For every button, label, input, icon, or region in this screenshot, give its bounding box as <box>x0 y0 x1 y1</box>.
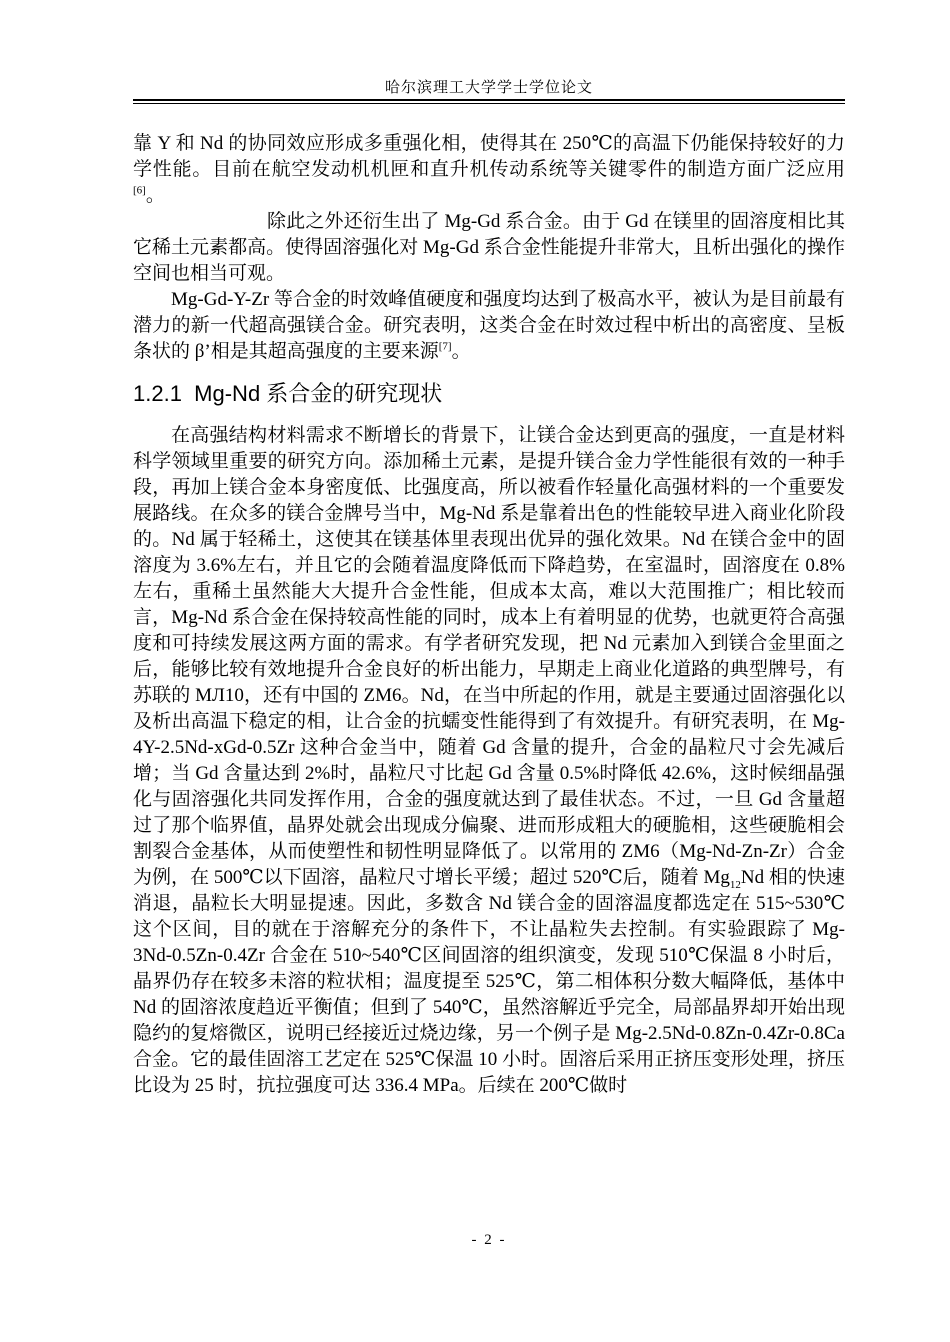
page-body <box>133 131 845 1099</box>
page-number: - 2 - <box>471 1232 507 1248</box>
section-title: Mg-Nd 系合金的研究现状 <box>194 381 443 406</box>
paragraph-1: 靠 Y 和 Nd 的协同效应形成多重强化相，使得其在 250℃的高温下仍能保持较好的力学性能。目前在航空发动机机匣和直升机传动系统等关键零件的制造方面广泛应用[6]。 <box>133 133 845 206</box>
section-number: 1.2.1 <box>133 381 182 406</box>
section-heading <box>133 379 845 409</box>
citation-6: [6] <box>133 184 146 197</box>
paragraph-2: 除此之外还衍生出了 Mg-Gd 系合金。由于 Gd 在镁里的固溶度相比其它稀土元素都高。使得固溶强化对 Mg-Gd 系合金性能提升非常大，且析出强化的操作空间也相当可观。 <box>133 211 845 284</box>
paragraph-4: 在高强结构材料需求不断增长的背景下，让镁合金达到更高的强度，一直是材料科学领域里重要的研究方向。添加稀土元素，是提升镁合金力学性能很有效的一种手段，再加上镁合金本身密度低、比强度高，所以被看作轻量化高强材料的一个重要发展路线。在众多的镁合金牌号当中，Mg-Nd 系是靠着出色的性能较早进入商业化阶段的。Nd 属于轻稀土，这使其在镁基体里表现出优异的强化效果。Nd 在镁合金中的固溶度为 3.6%左右，并且它的会随着温度降低而下降趋势，在室温时，固溶度在 0.8%左右，重稀土虽然能大大提升合金性能，但成本太高，难以大范围推广；相比较而言，Mg-Nd 系合金在保持较高性能的同时，成本上有着明显的优势，也就更符合高强度和可持续发展这两方面的需求。有学者研究发现，把 Nd 元素加入到镁合金里面之后，能够比较有效地提升合金良好的析出能力，早期走上商业化道路的典型牌号，有苏联的 МЛ10，还有中国的 ZM6。Nd，在当中所起的作用，就是主要通过固溶强化以及析出高温下稳定的相，让合金的抗蠕变性能得到了有效提升。有研究表明，在 Mg-4Y-2.5Nd-xGd-0.5Zr 这种合金当中，随着 Gd 含量的提升，合金的晶粒尺寸会先减后增；当 Gd 含量达到 2%时，晶粒尺寸比起 Gd 含量 0.5%时降低 42.6%，这时候细晶强化与固溶强化共同发挥作用，合金的强度就达到了最佳状态。不过，一旦 Gd 含量超过了那个临界值，晶界处就会出现成分偏聚、进而形成粗大的硬脆相，这些硬脆相会割裂合金基体，从而使塑性和韧性明显降低了。以常用的 ZM6（Mg-Nd-Zn-Zr）合金为例，在 500℃以下固溶，晶粒尺寸增长平缓；超过 520℃后，随着 $Mg_{12}Nd$ 相的快速消退，晶粒长大明显提速。因此，多数含 Nd 镁合金的固溶温度都选定在 515~530℃这个区间，目的就在于溶解充分的条件下，不让晶粒失去控制。有实验跟踪了 Mg-3Nd-0.5Zn-0.4Zr 合金在 510~540℃区间固溶的组织演变，发现 510℃保温 8 小时后，晶界仍存在较多未溶的粒状相；温度提至 525℃，第二相体积分数大幅降低，基体中 Nd 的固溶浓度趋近平衡值；但到了 540℃，虽然溶解近乎完全，局部晶界却开始出现隐约的复熔微区，说明已经接近过烧边缘，另一个例子是 Mg-2.5Nd-0.8Zn-0.4Zr-0.8Ca 合金。它的最佳固溶工艺定在 525℃保温 10 小时。固溶后采用正挤压变形处理，挤压比设为 25 时，抗拉强度可达 336.4 MPa。后续在 200℃做时 <box>133 425 845 1096</box>
running-header: 哈尔滨理工大学学士学位论文 <box>384 80 593 96</box>
paragraph-3: Mg-Gd-Y-Zr 等合金的时效峰值硬度和强度均达到了极高水平，被认为是目前最有潜力的新一代超高强镁合金。研究表明，这类合金在时效过程中析出的高密度、呈板条状的 β’相是其超高强度的主要来源[7]。 <box>133 289 845 362</box>
header-rule-thin <box>133 103 845 104</box>
citation-7: [7] <box>438 340 452 353</box>
header-rule-thick <box>133 99 845 101</box>
subscript-12: 12 <box>729 878 741 891</box>
